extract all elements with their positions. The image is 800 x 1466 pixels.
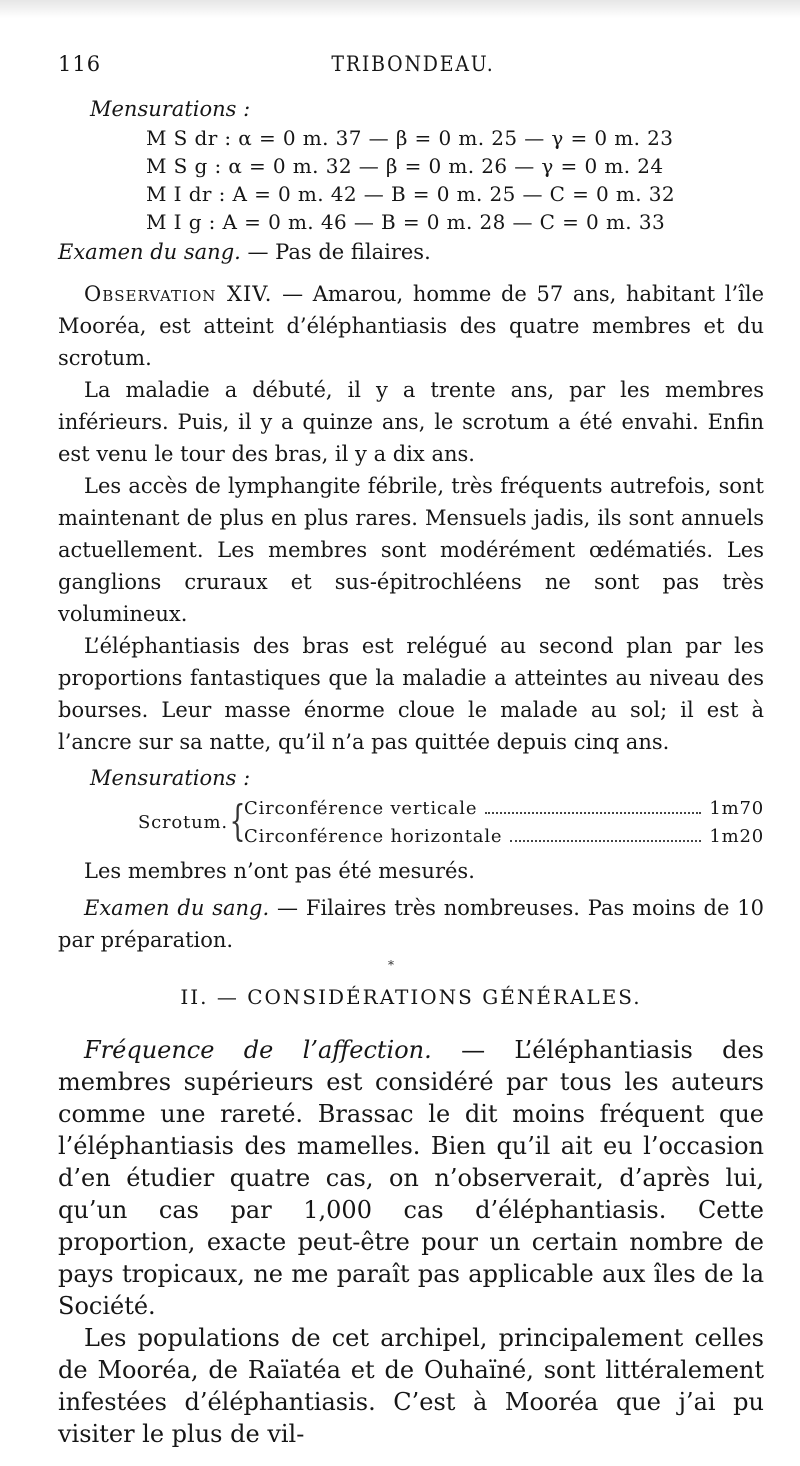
- paragraph: [58, 1034, 764, 1322]
- measurement-value: 1m70: [709, 798, 764, 819]
- page-number: 116: [58, 52, 102, 76]
- page-header: [58, 52, 758, 80]
- page-top-edge: [0, 0, 800, 18]
- paragraph: L’éléphantiasis des bras est relégué au second plan par les proportions fantastiques que la maladie a atteintes au niveau des bourses. Leur masse énorme cloue le malade au sol; il est à l’ancre sur sa natte, qu’il n’a pas quittée depuis cinq ans.: [58, 634, 764, 754]
- page-body: [58, 94, 764, 1450]
- measurement-label: Circonférence horizontale: [244, 826, 503, 847]
- mensurations-heading: Mensurations :: [90, 766, 251, 790]
- measurement-value: 1m20: [709, 826, 764, 847]
- scrotum-measurements: [138, 793, 764, 855]
- measurement-label: Circonférence verticale: [244, 798, 478, 819]
- paragraph: La maladie a débuté, il y a trente ans, par les membres inférieurs. Puis, il y a quinze ans, le scrotum a été envahi. Enfin est venu le tour des bras, il y a dix ans.: [58, 378, 764, 466]
- paragraph-label: Fréquence de l’affection.: [84, 1036, 432, 1064]
- blood-exam-text: — Pas de filaires.: [240, 240, 431, 264]
- blood-exam-label: Examen du sang.: [58, 240, 241, 264]
- paragraph: Les membres n’ont pas été mesurés.: [84, 859, 475, 883]
- observation-paragraph: [58, 278, 764, 374]
- blood-exam: [58, 236, 764, 268]
- blood-exam: [58, 892, 764, 956]
- measurement-line: M I g : A = 0 m. 46 — B = 0 m. 28 — C = 0 m. 33: [146, 210, 666, 234]
- mensurations-heading: Mensurations :: [90, 97, 251, 121]
- paragraph-text: — L’éléphantiasis des membres supérieurs est considéré par tous les auteurs comme une rareté. Brassac le dit moins fréquent que l’éléphantiasis des mamelles. Bien qu’il ait eu l’occasion d’en étudier quatre cas, on n’observerait, d’après lui, qu’un cas par 1,000 cas d’éléphantiasis. Cette proportion, exacte peut-être pour un certain nombre de pays tropicaux, ne me paraît pas applicable aux îles de la Société.: [58, 1036, 764, 1320]
- observation-text: — Amarou, homme de 57 ans, habitant l’île Mooréa, est atteint d’éléphantiasis des quatre membres et du scrotum.: [58, 282, 764, 370]
- dot-leader: [485, 800, 701, 814]
- scrotum-label: Scrotum.: [138, 812, 228, 833]
- paragraph: Les accès de lymphangite fébrile, très fréquents autrefois, sont maintenant de plus en plus rares. Mensuels jadis, ils sont annuels actuellement. Les membres sont modérément œdématiés. Les ganglions cruraux et sus-épitrochléens ne sont pas très volumineux.: [58, 474, 764, 626]
- paragraph: Les populations de cet archipel, principalement celles de Mooréa, de Raïatéa et de Ouhaïné, sont littéralement infestées d’éléphantiasis. C’est à Mooréa que j’ai pu visiter le plus de vil-: [58, 1324, 764, 1448]
- measurement-line: M S g : α = 0 m. 32 — β = 0 m. 26 — γ = 0 m. 24: [146, 154, 664, 178]
- measurement-line: M I dr : A = 0 m. 42 — B = 0 m. 25 — C = 0 m. 32: [146, 182, 676, 206]
- measurement-row: [244, 821, 764, 853]
- blood-exam-text: — Filaires très nombreuses. Pas moins de 10 par préparation.: [58, 896, 765, 952]
- separator-mark: *: [388, 958, 394, 972]
- measurement-line: M S dr : α = 0 m. 37 — β = 0 m. 25 — γ = 0 m. 23: [146, 126, 674, 150]
- blood-exam-label: Examen du sang.: [84, 896, 270, 920]
- brace-icon: {: [229, 796, 247, 845]
- section-title: II. — CONSIDÉRATIONS GÉNÉRALES.: [180, 985, 642, 1009]
- observation-label: Observation XIV.: [84, 282, 273, 306]
- dot-leader: [510, 828, 701, 842]
- running-head: TRIBONDEAU.: [331, 52, 495, 76]
